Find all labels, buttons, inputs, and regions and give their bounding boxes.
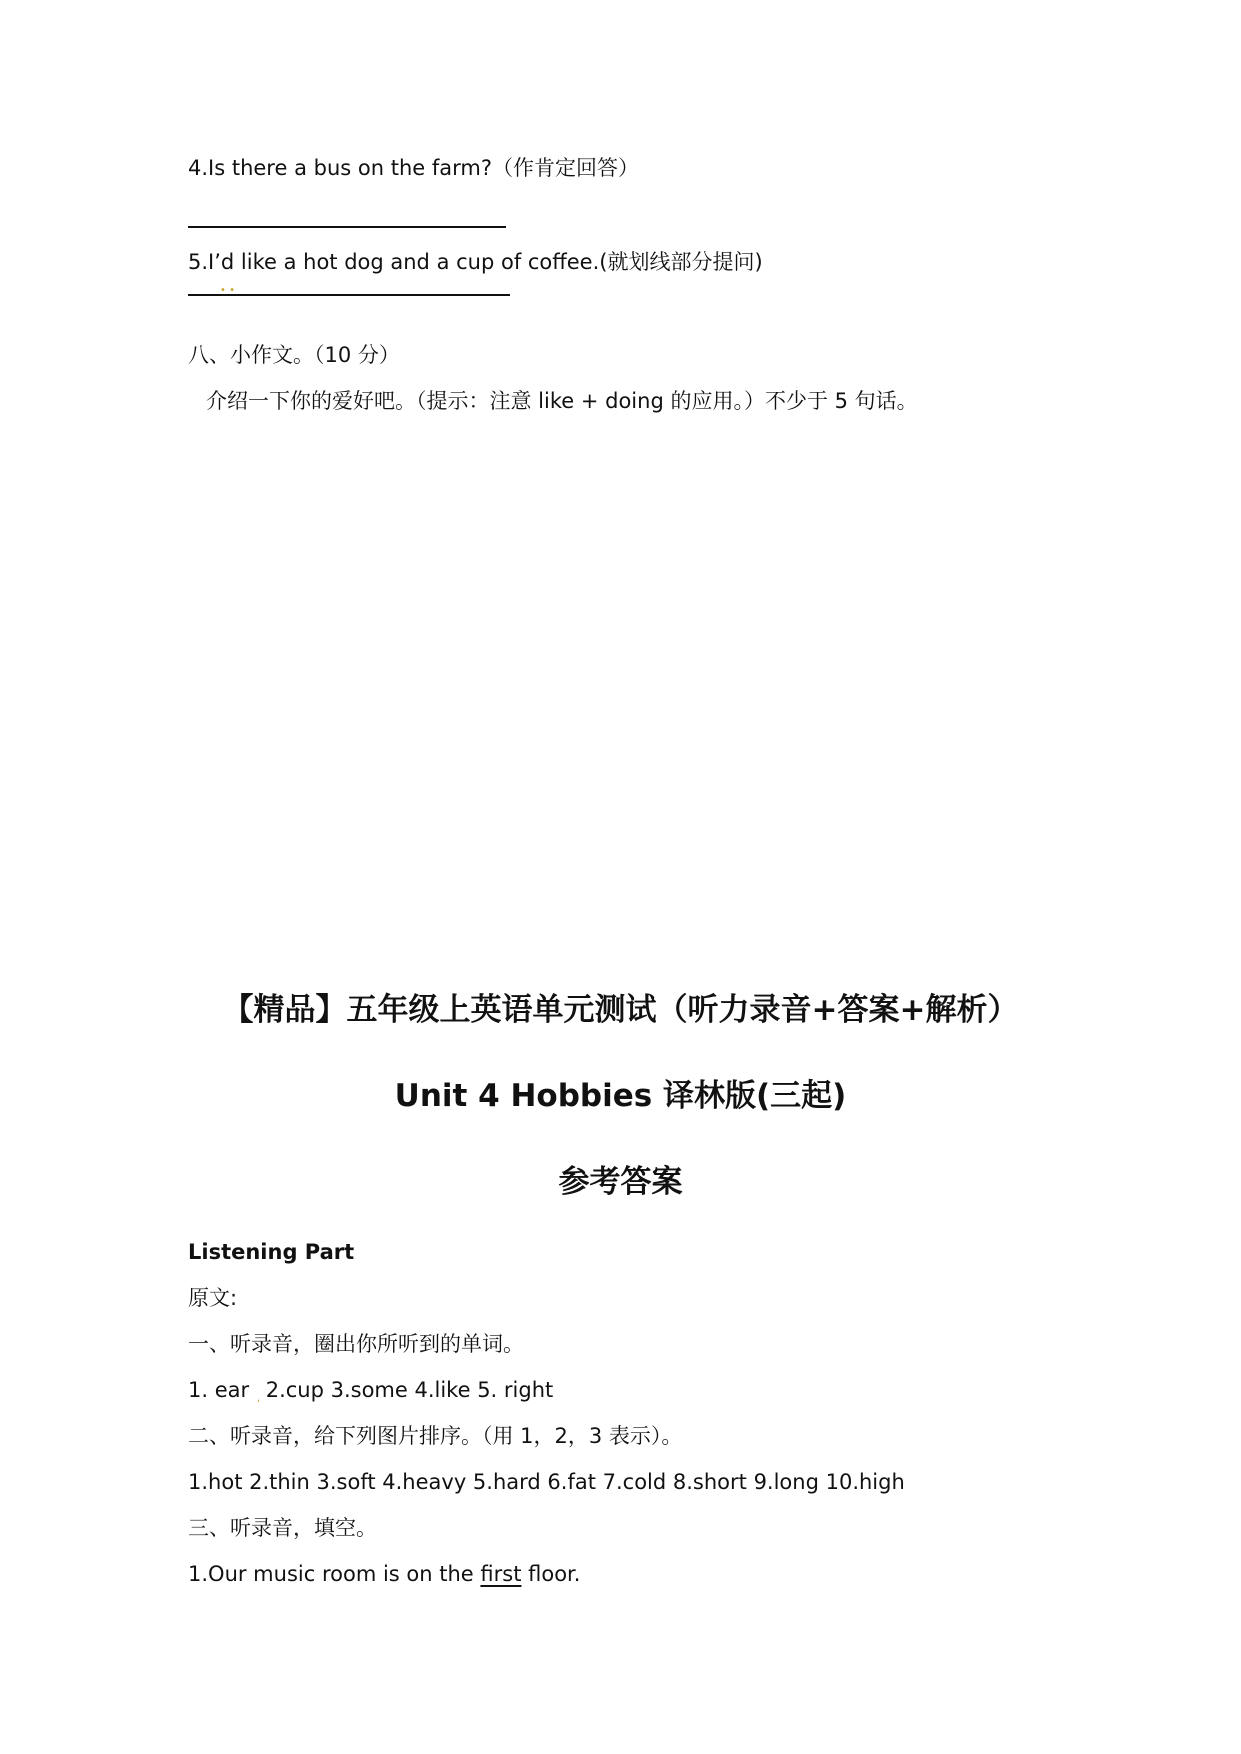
answer-line-5 <box>188 294 510 296</box>
part3-item-1-after: floor. <box>528 1562 581 1586</box>
question-5: 5.I’d like a hot dog and a cup of coffee.(就划线部分提问) <box>188 250 763 274</box>
part1-words <box>188 1376 553 1404</box>
part2-heading: 二、听录音，给下列图片排序。（用 1，2，3 表示）。 <box>188 1424 683 1448</box>
part2-words: 1.hot 2.thin 3.soft 4.heavy 5.hard 6.fat 7.cold 8.short 9.long 10.high <box>188 1470 905 1494</box>
part1-heading: 一、听录音，圈出你所听到的单词。 <box>188 1332 524 1356</box>
listening-part-heading: Listening Part <box>188 1240 355 1264</box>
part3-item-1-answer: first <box>480 1562 522 1586</box>
part3-heading: 三、听录音，填空。 <box>188 1516 377 1540</box>
decorative-mark: , <box>256 1393 261 1404</box>
part3-item-1-before: 1.Our music room is on the <box>188 1562 474 1586</box>
decorative-dots: • • <box>220 285 235 296</box>
part1-words-first: 1. ear <box>188 1378 250 1402</box>
part3-item-1 <box>188 1560 580 1588</box>
answer-line-4 <box>188 226 506 228</box>
question-4: 4.Is there a bus on the farm?（作肯定回答） <box>188 156 639 180</box>
unit-subtitle: Unit 4 Hobbies 译林版(三起) <box>394 1078 847 1114</box>
part1-words-rest: 2.cup 3.some 4.like 5. right <box>265 1378 554 1402</box>
composition-heading: 八、小作文。（10 分） <box>188 343 400 367</box>
answer-key-title: 参考答案 <box>558 1164 683 1200</box>
composition-prompt: 介绍一下你的爱好吧。（提示：注意 like + doing 的应用。）不少于 5 句话。 <box>206 389 918 413</box>
document-title: 【精品】五年级上英语单元测试（听力录音+答案+解析） <box>222 992 1019 1028</box>
script-label: 原文: <box>188 1286 238 1310</box>
